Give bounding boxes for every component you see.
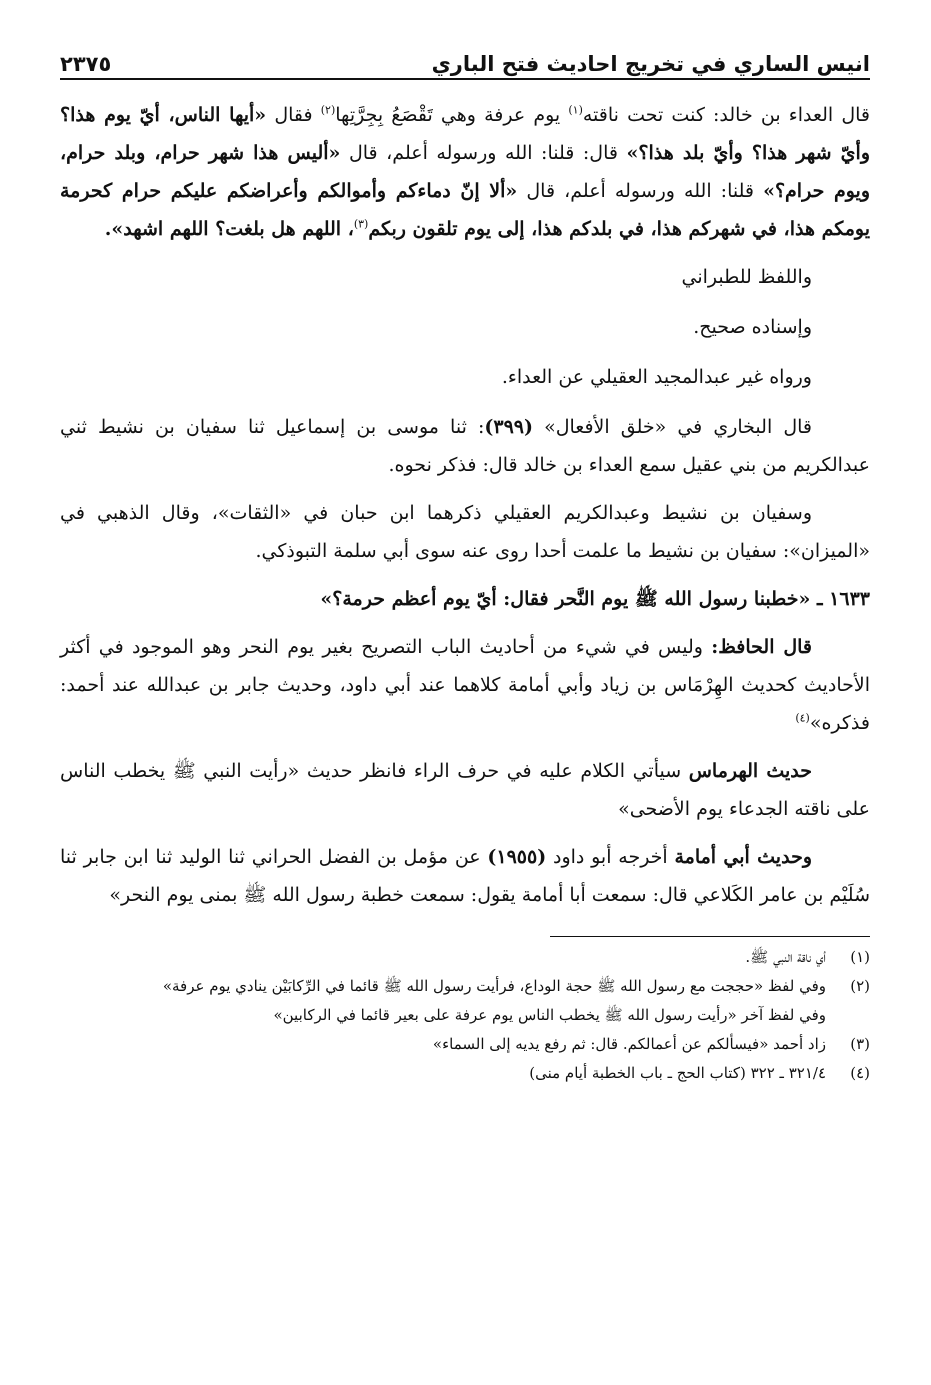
- reference-number: (٣٩٩): [484, 416, 533, 438]
- section-label: حديث الهرماس: [688, 760, 813, 782]
- text-segment: فقال: [266, 104, 321, 126]
- footnotes: [60, 943, 870, 1088]
- footnote-item: [60, 1030, 870, 1059]
- footnote-ref-4[interactable]: (٤): [795, 711, 810, 725]
- hadith-heading-1633: [60, 580, 870, 618]
- main-text: [60, 96, 870, 914]
- paragraph-narrators: وسفيان بن نشيط وعبدالكريم العقيلي ذكرهما ابن حبان في «الثقات»، وقال الذهبي في «الميزان»: سفيان بن نشيط ما علمت أحدا روى عنه سوى أبي سلمة التبوذكي.: [60, 502, 870, 562]
- text-segment: يوم عرفة وهي تَقْصَعُ بِجِرَّتِها: [335, 104, 569, 126]
- footnote-ref-2[interactable]: (٢): [320, 103, 336, 117]
- paragraph-isnad: وإسناده صحيح.: [693, 316, 812, 338]
- speaker-label: قال الحافظ:: [711, 636, 812, 658]
- quote-bold: «أليس هذا شهر حرام، وبلد حرام، ويوم حرام؟»: [60, 142, 871, 202]
- paragraph-bukhari: [60, 408, 870, 484]
- book-page: [60, 38, 870, 1088]
- footnote-number: (٢): [850, 977, 870, 995]
- footnote-item: [60, 1059, 870, 1088]
- footnote-number: (١): [850, 948, 870, 966]
- footnote-divider: [550, 936, 870, 937]
- footnote-item: [60, 1001, 870, 1030]
- section-label: وحديث أبي أمامة: [674, 846, 812, 868]
- text-segment: قلنا: الله ورسوله أعلم، قال: [517, 180, 764, 202]
- footnote-text: زاد أحمد «فيسألكم عن أعمالكم. قال: ثم رفع يديه إلى السماء»: [432, 1035, 826, 1053]
- text-segment: وليس في شيء من أحاديث الباب التصريح بغير يوم النحر وهو الموجود في أكثر الأحاديث كحديث الهِرْمَاس بن زياد وأبي أمامة كلاهما عند أبي داود، وحديث جابر بن عبدالله عند أحمد: فذكره»: [60, 636, 870, 734]
- footnote-text: أي ناقة النبي ﷺ.: [745, 948, 826, 966]
- hadith-number-text: ١٦٣٣ ـ «خطبنا رسول الله ﷺ يوم النَّحر فقال:: [496, 588, 870, 610]
- text-segment: أخرجه أبو داود: [546, 846, 675, 868]
- running-header: [60, 38, 870, 80]
- footnote-number: (٣): [850, 1035, 870, 1053]
- reference-number: (١٩٥٥): [487, 846, 547, 868]
- text-segment: سيأتي الكلام عليه في حرف الراء فانظر حديث «رأيت النبي ﷺ يخطب الناس على ناقته الجدعاء يوم الأضحى»: [60, 760, 870, 820]
- paragraph-hadith-text: [60, 96, 870, 248]
- page-number: ٢٣٧٥: [60, 52, 112, 76]
- text-segment: عن مؤمل بن الفضل الحراني ثنا الوليد ثنا ابن جابر ثنا سُلَيْم بن عامر الكَلاعي قال: سمعت أبا أمامة يقول: سمعت خطبة رسول الله ﷺ بمنى يوم النحر»: [60, 846, 870, 906]
- quote-bold: «أيها الناس، أيّ يوم هذا؟ وأيّ شهر هذا؟ وأيّ بلد هذا؟»: [60, 104, 870, 164]
- paragraph-narration: ورواه غير عبدالمجيد العقيلي عن العداء.: [501, 366, 812, 388]
- footnote-text: وفي لفظ «حججت مع رسول الله ﷺ حجة الوداع، فرأيت رسول الله ﷺ قائما في الرِّكابَيْن ينادي يوم عرفة»: [162, 977, 826, 995]
- paragraph-wording: واللفظ للطبراني: [681, 266, 812, 288]
- quote-bold: «ألا إنّ دماءكم وأموالكم وأعراضكم عليكم حرام كحرمة يومكم هذا، في شهركم هذا، في بلدكم هذا، إلى يوم تلقون ربكم: [60, 180, 870, 240]
- paragraph-hafiz: [60, 628, 870, 742]
- paragraph-abu-umama: [60, 838, 870, 914]
- footnote-ref-1[interactable]: (١): [568, 103, 583, 117]
- text-segment: قال العداء بن خالد: كنت تحت ناقته: [582, 104, 870, 126]
- text-segment: قال البخاري في «خلق الأفعال»: [532, 416, 812, 438]
- footnote-text: وفي لفظ آخر «رأيت رسول الله ﷺ يخطب الناس يوم عرفة على بعير قائما في الركابين»: [273, 1006, 826, 1024]
- footnote-number: (٤): [850, 1064, 870, 1082]
- footnote-ref-3[interactable]: (٣): [353, 217, 369, 231]
- book-title: انيس الساري في تخريج احاديث فتح الباري: [431, 52, 870, 76]
- quote-bold: أيّ يوم أعظم حرمة؟»: [320, 588, 497, 610]
- footnote-item: [60, 943, 870, 972]
- footnote-item: [60, 972, 870, 1001]
- text-segment: قال: قلنا: الله ورسوله أعلم، قال: [340, 142, 627, 164]
- footnote-text: ٣٢١/٤ ـ ٣٢٢ (كتاب الحج ـ باب الخطبة أيام منى): [529, 1064, 826, 1082]
- quote-bold: ، اللهم هل بلغت؟ اللهم اشهد».: [104, 218, 354, 240]
- footnote-number: [826, 1001, 870, 1030]
- text-segment: : ثنا موسى بن إسماعيل ثنا سفيان بن نشيط ثني عبدالكريم من بني عقيل سمع العداء بن خالد قال: فذكر نحوه.: [60, 416, 870, 476]
- paragraph-hirmas: [60, 752, 870, 828]
